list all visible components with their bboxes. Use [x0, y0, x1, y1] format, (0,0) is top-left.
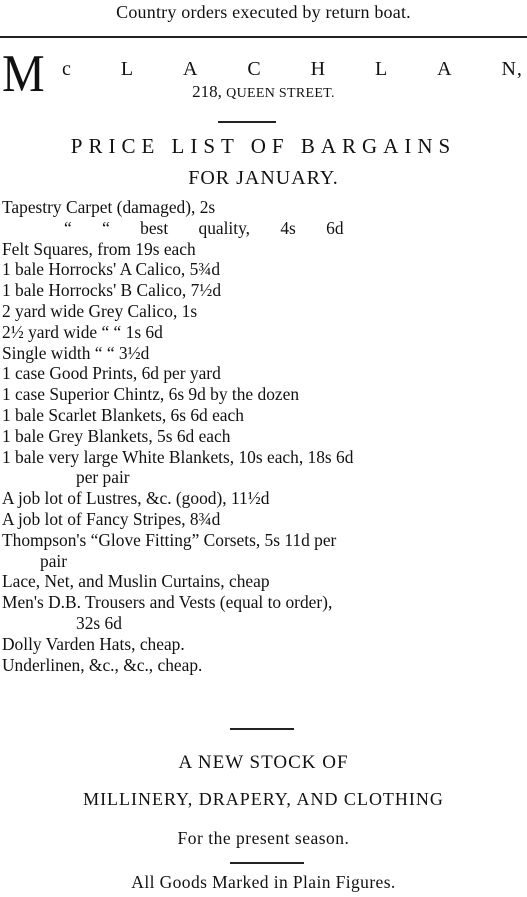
- section-divider: [230, 862, 304, 864]
- section-divider: [230, 728, 294, 730]
- name-letter: c: [62, 58, 72, 80]
- price-item: Single width “ “ 3½d: [2, 342, 150, 363]
- stock-categories: MILLINERY, DRAPERY, AND CLOTHING: [83, 789, 444, 809]
- name-letter: A: [182, 58, 199, 80]
- price-item: 1 bale Scarlet Blankets, 6s 6d each: [2, 404, 244, 425]
- price-item: per pair: [76, 467, 130, 488]
- plain-figures-note: All Goods Marked in Plain Figures.: [131, 872, 396, 892]
- price-item: 1 bale Horrocks' B Calico, 7½d: [2, 280, 222, 301]
- new-stock-heading: A NEW STOCK OF: [178, 752, 349, 773]
- season-note: For the present season.: [177, 828, 350, 848]
- price-item: A job lot of Fancy Stripes, 8¾d: [2, 508, 221, 529]
- section-divider: [218, 121, 276, 123]
- name-letter: A: [437, 58, 453, 80]
- price-item: 1 case Good Prints, 6d per yard: [2, 363, 221, 384]
- top-divider: [0, 36, 527, 38]
- price-item: 1 bale Grey Blankets, 5s 6d each: [2, 425, 231, 446]
- price-item: 1 bale Horrocks' A Calico, 5¾d: [2, 259, 221, 280]
- price-item: 1 bale very large White Blankets, 10s each, 18s 6d: [2, 446, 354, 467]
- country-orders-notice: Country orders executed by return boat.: [116, 2, 411, 22]
- price-item: “ “ best quality, 4s 6d: [64, 217, 344, 238]
- masthead-name: [62, 58, 523, 81]
- price-list-subtitle: FOR JANUARY.: [188, 167, 339, 189]
- masthead-initial: M: [2, 44, 45, 104]
- price-item: A job lot of Lustres, &c. (good), 11½d: [2, 488, 270, 509]
- name-letter: L: [374, 58, 389, 80]
- address: [0, 82, 527, 102]
- price-item: Thompson's “Glove Fitting” Corsets, 5s 11d per: [2, 529, 337, 550]
- price-item: Tapestry Carpet (damaged), 2s: [2, 197, 216, 217]
- name-letter: L: [120, 58, 135, 80]
- price-item: Dolly Varden Hats, cheap.: [2, 633, 185, 654]
- name-letter: N,: [501, 58, 523, 80]
- price-item: Lace, Net, and Muslin Curtains, cheap: [2, 571, 270, 592]
- price-item: 2 yard wide Grey Calico, 1s: [2, 300, 198, 321]
- price-item: Felt Squares, from 19s each: [2, 238, 196, 259]
- price-item: 1 case Superior Chintz, 6s 9d by the dozen: [2, 384, 300, 405]
- name-letter: H: [310, 58, 327, 80]
- price-list-items: [2, 197, 524, 675]
- address-street: QUEEN STREET.: [226, 86, 335, 101]
- price-item: Underlinen, &c., &c., cheap.: [2, 654, 203, 675]
- price-item: 2½ yard wide “ “ 1s 6d: [2, 321, 163, 342]
- address-number: 218,: [192, 82, 222, 101]
- price-list-title: PRICE LIST OF BARGAINS: [70, 134, 457, 158]
- price-item: Men's D.B. Trousers and Vests (equal to order),: [2, 592, 333, 613]
- name-letter: C: [247, 58, 262, 80]
- price-item: 32s 6d: [76, 612, 122, 633]
- price-item: pair: [40, 550, 68, 571]
